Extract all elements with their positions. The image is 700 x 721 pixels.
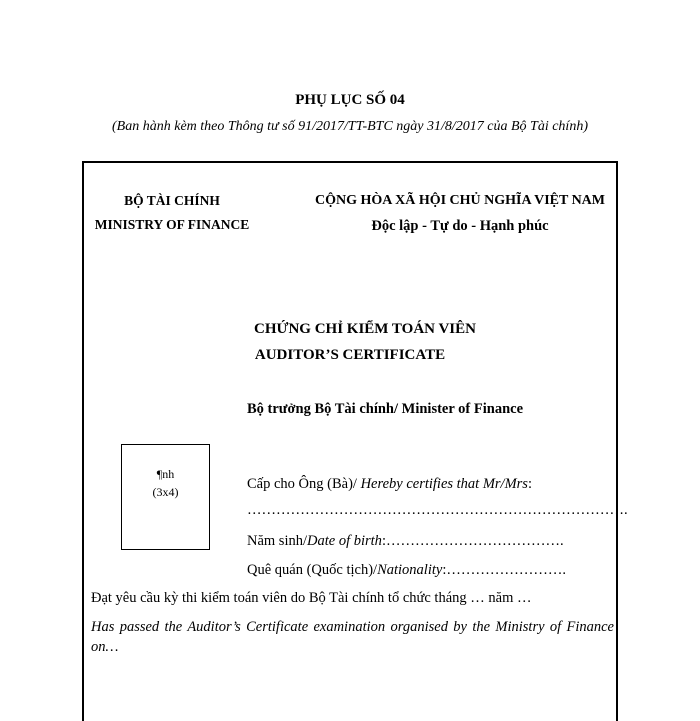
appendix-title: PHỤ LỤC SỐ 04	[295, 92, 405, 108]
ministry-name-vn: BỘ TÀI CHÍNH	[124, 193, 220, 208]
country-name: CỘNG HÒA XÃ HỘI CHỦ NGHĨA VIỆT NAM	[314, 193, 605, 208]
hometown-label-vn: Quê quán (Quốc tịch)/	[247, 562, 378, 578]
photo-size: (3x4)	[152, 485, 179, 499]
minister-line: Bộ trưởng Bộ Tài chính/ Minister of Finance	[247, 401, 524, 417]
hereby-label-vn: Cấp cho Ông (Bà)/	[247, 476, 361, 492]
photo-placeholder	[121, 444, 210, 550]
appendix-subtitle: (Ban hành kèm theo Thông tư số 91/2017/TT-BTC ngày 31/8/2017 của Bộ Tài chính)	[112, 119, 588, 134]
certificate-title-vn: CHỨNG CHỈ KIỂM TOÁN VIÊN	[254, 321, 476, 337]
birth-line	[247, 533, 564, 550]
ministry-name-en: MINISTRY OF FINANCE	[94, 217, 250, 232]
passed-line-en: Has passed the Auditor’s Certificate examination organised by the Ministry of Finance on…	[91, 619, 614, 655]
hereby-name-field: …………………………………………………………………….	[247, 502, 628, 518]
hereby-colon: :	[527, 476, 532, 492]
photo-label: ¶nh	[156, 467, 175, 481]
birth-label-en: Date of birth	[307, 533, 382, 549]
certificate-title-en: AUDITOR’S CERTIFICATE	[254, 347, 446, 363]
hometown-line	[247, 562, 566, 579]
hometown-field: :…………………….	[442, 562, 566, 578]
hometown-label-en: Nationality	[377, 562, 443, 578]
hereby-line	[247, 476, 532, 493]
passed-line-vn: Đạt yêu cầu kỳ thi kiểm toán viên do Bộ Tài chính tổ chức tháng … năm …	[91, 590, 532, 606]
country-motto: Độc lập - Tự do - Hạnh phúc	[371, 218, 549, 234]
hereby-label-en: Hereby certifies that Mr/Mrs	[360, 476, 528, 492]
birth-field: :……………………………….	[381, 533, 564, 549]
birth-label-vn: Năm sinh/	[247, 533, 308, 549]
